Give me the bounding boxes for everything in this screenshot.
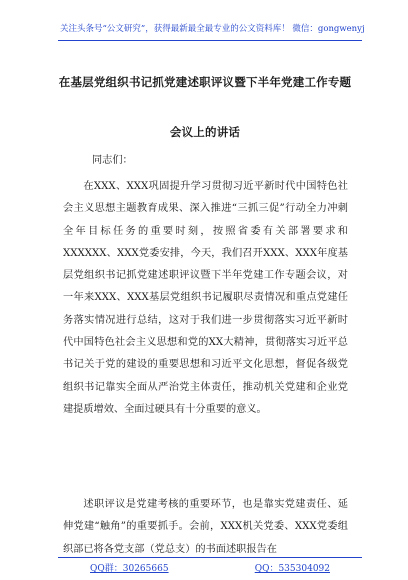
- salutation: 同志们：: [92, 155, 133, 166]
- footer-qq-contact[interactable]: QQ：535304092: [254, 564, 330, 574]
- document-title-line1: 在基层党组织书记抓党建述职评议暨下半年党建工作专题: [58, 75, 352, 89]
- header-divider: [58, 40, 362, 41]
- document-title-line2: 会议上的讲话: [169, 125, 241, 139]
- body-paragraph-2: 述职评议是党建考核的重要环节，也是靠实党建责任、延伸党建“触角”的重要抓手。会前，XXX机关党委、XXX党委组织部已将各党支部（党总支）的书面述职报告在: [63, 499, 348, 555]
- header-promo-text: 关注头条号“公文研究”，获得最新最全最专业的公文资料库！ 微信：gongwenyj: [60, 24, 365, 34]
- footer-qq-group[interactable]: QQ群：30265665: [90, 564, 169, 574]
- footer-divider: [58, 557, 362, 558]
- body-paragraph-1: 在XXX、XXX巩固提升学习贯彻习近平新时代中国特色社会主义思想主题教育成果、深入推进“三抓三促”行动全力冲刺全年目标任务的重要时刻，按照省委有关部署要求和XXXXXX、XXX党委安排，今天，我们召开XXX、XXX年度基层党组织书记抓党建述职评议暨下半年党建工作专题会议，对一年来XXX、XXX基层党组织书记履职尽责情况和重点党建任务落实情况进行总结，这对于我们进一步贯彻落实习近平新时代中国特色社会主义思想和党的XX大精神，贯彻落实习近平总书记关于党的建设的重要思想和习近平文化思想，督促各级党组织书记靠实全面从严治党主体责任，推动机关党建和企业党建提质增效、全面过硬具有十分重要的意义。: [63, 181, 348, 415]
- footer: [90, 561, 330, 574]
